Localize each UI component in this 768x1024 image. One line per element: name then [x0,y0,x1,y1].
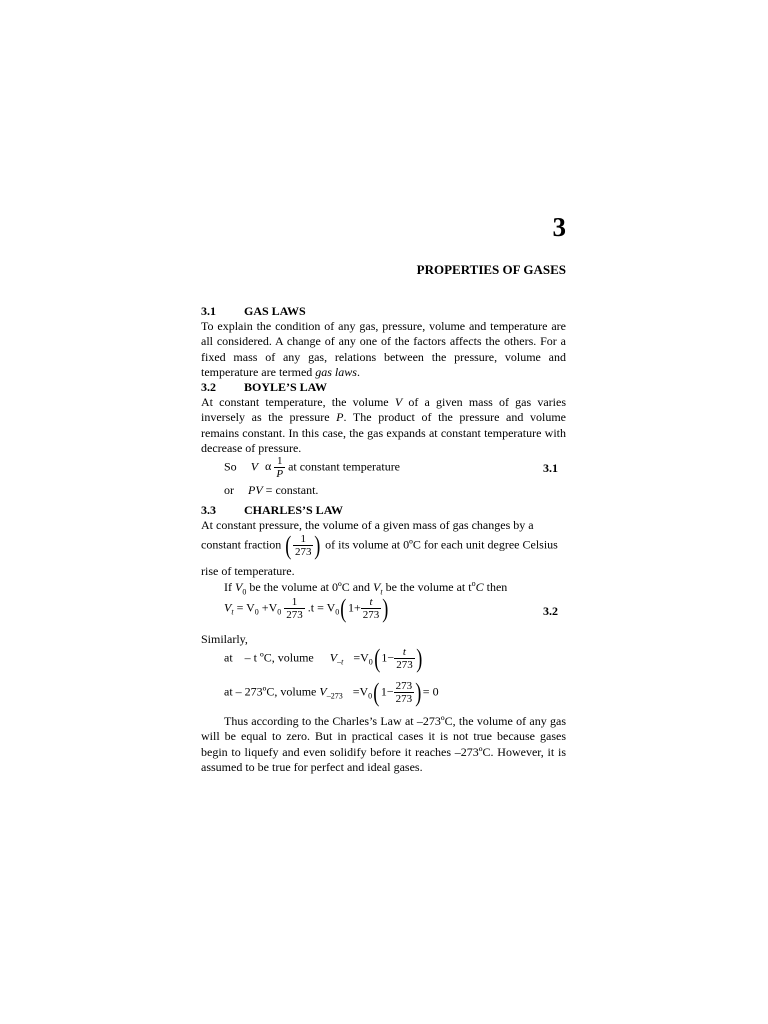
condition-text: at constant temperature [288,459,401,474]
fraction [361,596,382,621]
equation-minus-t [224,643,423,673]
equation-3-1 [224,455,400,480]
symbol-v: V [224,600,232,615]
section-title: GAS LAWS [244,304,306,318]
symbol-p: P [336,410,344,425]
symbol-v: V [250,459,259,474]
paragraph-text: constant fraction [201,537,282,552]
celsius-symbol: C [475,580,484,594]
charles-law-intro: At constant pressure, the volume of a given mass of gas changes by a [201,518,534,532]
symbol-v: V [373,580,381,594]
symbol-v: V [329,650,338,665]
section-3-2-heading [201,380,566,395]
paragraph-text: then [486,580,508,594]
paragraph-text: of a given mass of gas varies inversely as the pressure [201,395,566,425]
equation-part: = V [236,600,255,615]
numerator: 1 [291,596,298,608]
equation-part: =V [353,650,369,665]
symbol-v: V [319,684,327,699]
left-paren: ( [374,643,381,673]
subscript: 0 [242,587,247,597]
section-number: 3.1 [201,304,216,318]
paragraph-text: – t ºC, volume [244,650,314,665]
denominator: 273 [396,659,413,671]
equation-pv [224,483,318,498]
equation-part: 1− [381,650,395,665]
fraction [293,533,314,558]
conclusion-paragraph: Thus according to the Charles’s Law at –273ºC, the volume of any gas will be equal to zero. But in practical cases it is not true because gases begin to liquefy and even solidify before it reaches –273ºC. However, it is assumed to be true for perfect and ideal gases. [201,714,566,774]
equation-part: .t = V [307,600,336,615]
subscript: 0 [368,657,373,667]
right-paren: ) [415,677,422,707]
left-paren: ( [340,593,347,623]
equation-label: 3.1 [543,461,558,475]
symbol-v: V [394,395,403,409]
or-label: or [224,483,234,497]
right-paren: ) [314,530,321,560]
equation-part: =V [352,684,369,699]
equation-part: = 0 [422,684,439,699]
section-number: 3.3 [201,503,216,517]
proportional-symbol: α [265,459,272,474]
boyles-law-paragraph [201,395,566,456]
paragraph-text: At constant temperature, the volume [201,395,389,409]
denominator: 273 [395,693,413,705]
section-number: 3.2 [201,380,216,394]
section-title: CHARLES’S LAW [244,503,344,517]
section-title: BOYLE’S LAW [244,380,328,394]
paragraph-text: be the volume at 0ºC and [249,580,371,594]
left-paren: ( [285,530,292,560]
so-label: So [224,459,237,474]
equation-3-2 [224,593,390,623]
right-paren: ) [382,593,389,623]
chapter-title: PROPERTIES OF GASES [416,262,566,277]
numerator: t [402,646,406,658]
degree-symbol: o [471,579,476,588]
paragraph-text: at – 273ºC, volume [224,684,317,699]
gas-laws-paragraph [201,319,566,380]
left-paren: ( [373,677,380,707]
subscript: t [231,607,234,617]
subscript: –273 [326,691,343,701]
fraction [274,455,285,480]
equation-label: 3.2 [543,604,558,618]
similarly-text: Similarly, [201,632,248,646]
numerator: 273 [395,680,413,692]
equation-part: 1+ [347,600,361,615]
paragraph-text: If [224,580,232,594]
fraction [394,646,415,671]
numerator: t [369,596,373,608]
constant-fraction-line [201,530,566,560]
gas-laws-term: gas laws [315,364,357,379]
subscript: 0 [254,607,259,617]
paragraph-text: be the volume at t [385,580,472,594]
rise-text: rise of temperature. [201,564,295,578]
denominator: 273 [294,546,312,558]
denominator: 273 [286,609,303,621]
section-3-1-heading [201,304,566,319]
subscript: 0 [335,607,340,617]
denominator: 273 [362,609,380,621]
paragraph-text: To explain the condition of any gas, pressure, volume and temperature are all considered. A change of any one of the factors affects the others. For a fixed mass of any gas, relations between the pressure, volume and temperature are termed [201,319,566,379]
right-paren: ) [416,643,423,673]
period: . [356,364,360,379]
chapter-number: 3 [552,212,566,242]
subscript: 0 [277,607,282,617]
denominator: P [276,468,284,480]
paragraph-text: of its volume at 0ºC for each unit degree Celsius [325,537,558,552]
symbol-v: V [235,580,243,594]
numerator: 1 [276,455,283,467]
fraction [394,680,415,705]
numerator: 1 [300,533,306,545]
equation-rhs: = constant. [265,483,319,497]
equation-minus-273 [224,677,439,707]
paragraph-text: . The product of the pressure and volume remains constant. In this case, the gas expands at constant temperature with decrease of pressure. [201,410,566,455]
equation-part: 1− [380,684,394,699]
at-label: at [224,650,233,665]
if-line [224,579,507,596]
subscript: –t [337,657,344,667]
subscript: t [380,587,383,597]
subscript: 0 [368,691,373,701]
symbol-pv: PV [248,483,263,497]
section-3-3-heading [201,503,566,518]
equation-part: +V [261,600,278,615]
fraction [284,596,305,621]
